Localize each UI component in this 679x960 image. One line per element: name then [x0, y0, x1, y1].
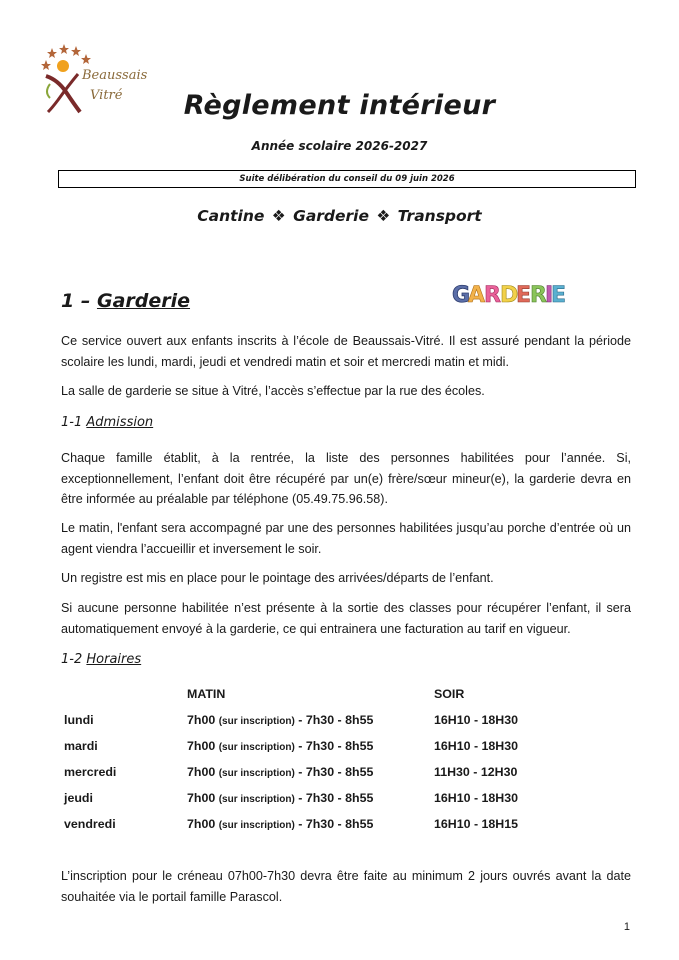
- logo-text-beaussais: Beaussais: [82, 68, 148, 83]
- schedule-evening: 11H30 - 12H30: [434, 765, 518, 779]
- svg-text:G: G: [452, 283, 471, 308]
- paragraph-admission-register: Un registre est mis en place pour le pointage des arrivées/départs de l’enfant.: [61, 571, 494, 585]
- svg-text:E: E: [551, 283, 567, 308]
- garderie-logo-art: [452, 272, 567, 312]
- paragraph-garderie-intro: Ce service ouvert aux enfants inscrits à l’école de Beaussais-Vitré. Il est assuré pendant la période scolaire les lundi, mardi, jeudi et vendredi matin et soir et mercredi matin et midi.: [61, 334, 631, 369]
- paragraph-garderie-location: La salle de garderie se situe à Vitré, l’accès s’effectue par la rue des écoles.: [61, 384, 485, 398]
- services-subtitle: Cantine ❖ Garderie ❖ Transport: [197, 207, 482, 225]
- schedule-day: jeudi: [64, 791, 93, 805]
- schedule-evening: 16H10 - 18H30: [434, 713, 519, 727]
- schedule-evening: 16H10 - 18H30: [434, 791, 519, 805]
- page-title: Règlement intérieur: [183, 90, 496, 121]
- schedule-morning: 7h00 (sur inscription) - 7h30 - 8h55: [187, 739, 374, 753]
- section-number: 1 –: [61, 290, 91, 312]
- garderie-logo: [452, 272, 567, 312]
- schedule-morning: 7h00 (sur inscription) - 7h30 - 8h55: [187, 817, 374, 831]
- schedule-evening: 16H10 - 18H15: [434, 817, 519, 831]
- schedule-day: vendredi: [64, 817, 116, 831]
- subsection-number: 1-2: [61, 652, 83, 667]
- section-heading-garderie: [61, 290, 190, 312]
- svg-text:R: R: [530, 283, 547, 308]
- paragraph-admission-morning: Le matin, l'enfant sera accompagné par une des personnes habilitées jusqu’au porche d’entrée où un agent viendra l’accueillir et inversement le soir.: [61, 521, 631, 556]
- svg-text:A: A: [468, 283, 486, 308]
- svg-text:D: D: [500, 283, 519, 308]
- schedule-header-matin: MATIN: [187, 687, 226, 701]
- section-title: Garderie: [96, 290, 191, 312]
- schedule-day: mercredi: [64, 765, 117, 779]
- subsection-heading-horaires: [61, 652, 141, 667]
- subsection-title: Admission: [86, 415, 154, 430]
- subsection-heading-admission: [61, 415, 153, 430]
- schedule-header-soir: SOIR: [434, 687, 465, 701]
- schedule-morning: 7h00 (sur inscription) - 7h30 - 8h55: [187, 713, 374, 727]
- svg-text:E: E: [516, 283, 532, 308]
- svg-text:R: R: [484, 283, 501, 308]
- schedule-evening: 16H10 - 18H30: [434, 739, 519, 753]
- subsection-title: Horaires: [86, 652, 142, 667]
- schedule-day: mardi: [64, 739, 98, 753]
- subsection-number: 1-1: [61, 415, 83, 430]
- schedule-morning: 7h00 (sur inscription) - 7h30 - 8h55: [187, 791, 374, 805]
- schedule-morning: 7h00 (sur inscription) - 7h30 - 8h55: [187, 765, 374, 779]
- schedule-day: lundi: [64, 713, 94, 727]
- school-year: Année scolaire 2026-2027: [251, 139, 428, 153]
- page-number: 1: [623, 921, 630, 933]
- svg-text:I: I: [545, 283, 554, 308]
- paragraph-inscription-note: L’inscription pour le créneau 07h00-7h30 devra être faite au minimum 2 jours ouvrés avant la date souhaitée via le portail famille Parascol.: [61, 869, 631, 904]
- paragraph-admission-list: Chaque famille établit, à la rentrée, la liste des personnes habilitées pour l’année. Si, exceptionnellement, l’enfant doit être récupéré par un(e) frère/sœur mineur(e), la garderie devra en être informée au préalable par téléphone (05.49.75.96.58).: [61, 451, 631, 506]
- deliberation-box: Suite délibération du conseil du 09 juin 2026: [58, 170, 636, 188]
- logo-text-vitre: Vitré: [90, 88, 123, 103]
- paragraph-admission-absence: Si aucune personne habilitée n’est présente à la sortie des classes pour récupérer l’enfant, il sera automatiquement envoyé à la garderie, ce qui entrainera une facturation au tarif en vigueur.: [61, 601, 631, 636]
